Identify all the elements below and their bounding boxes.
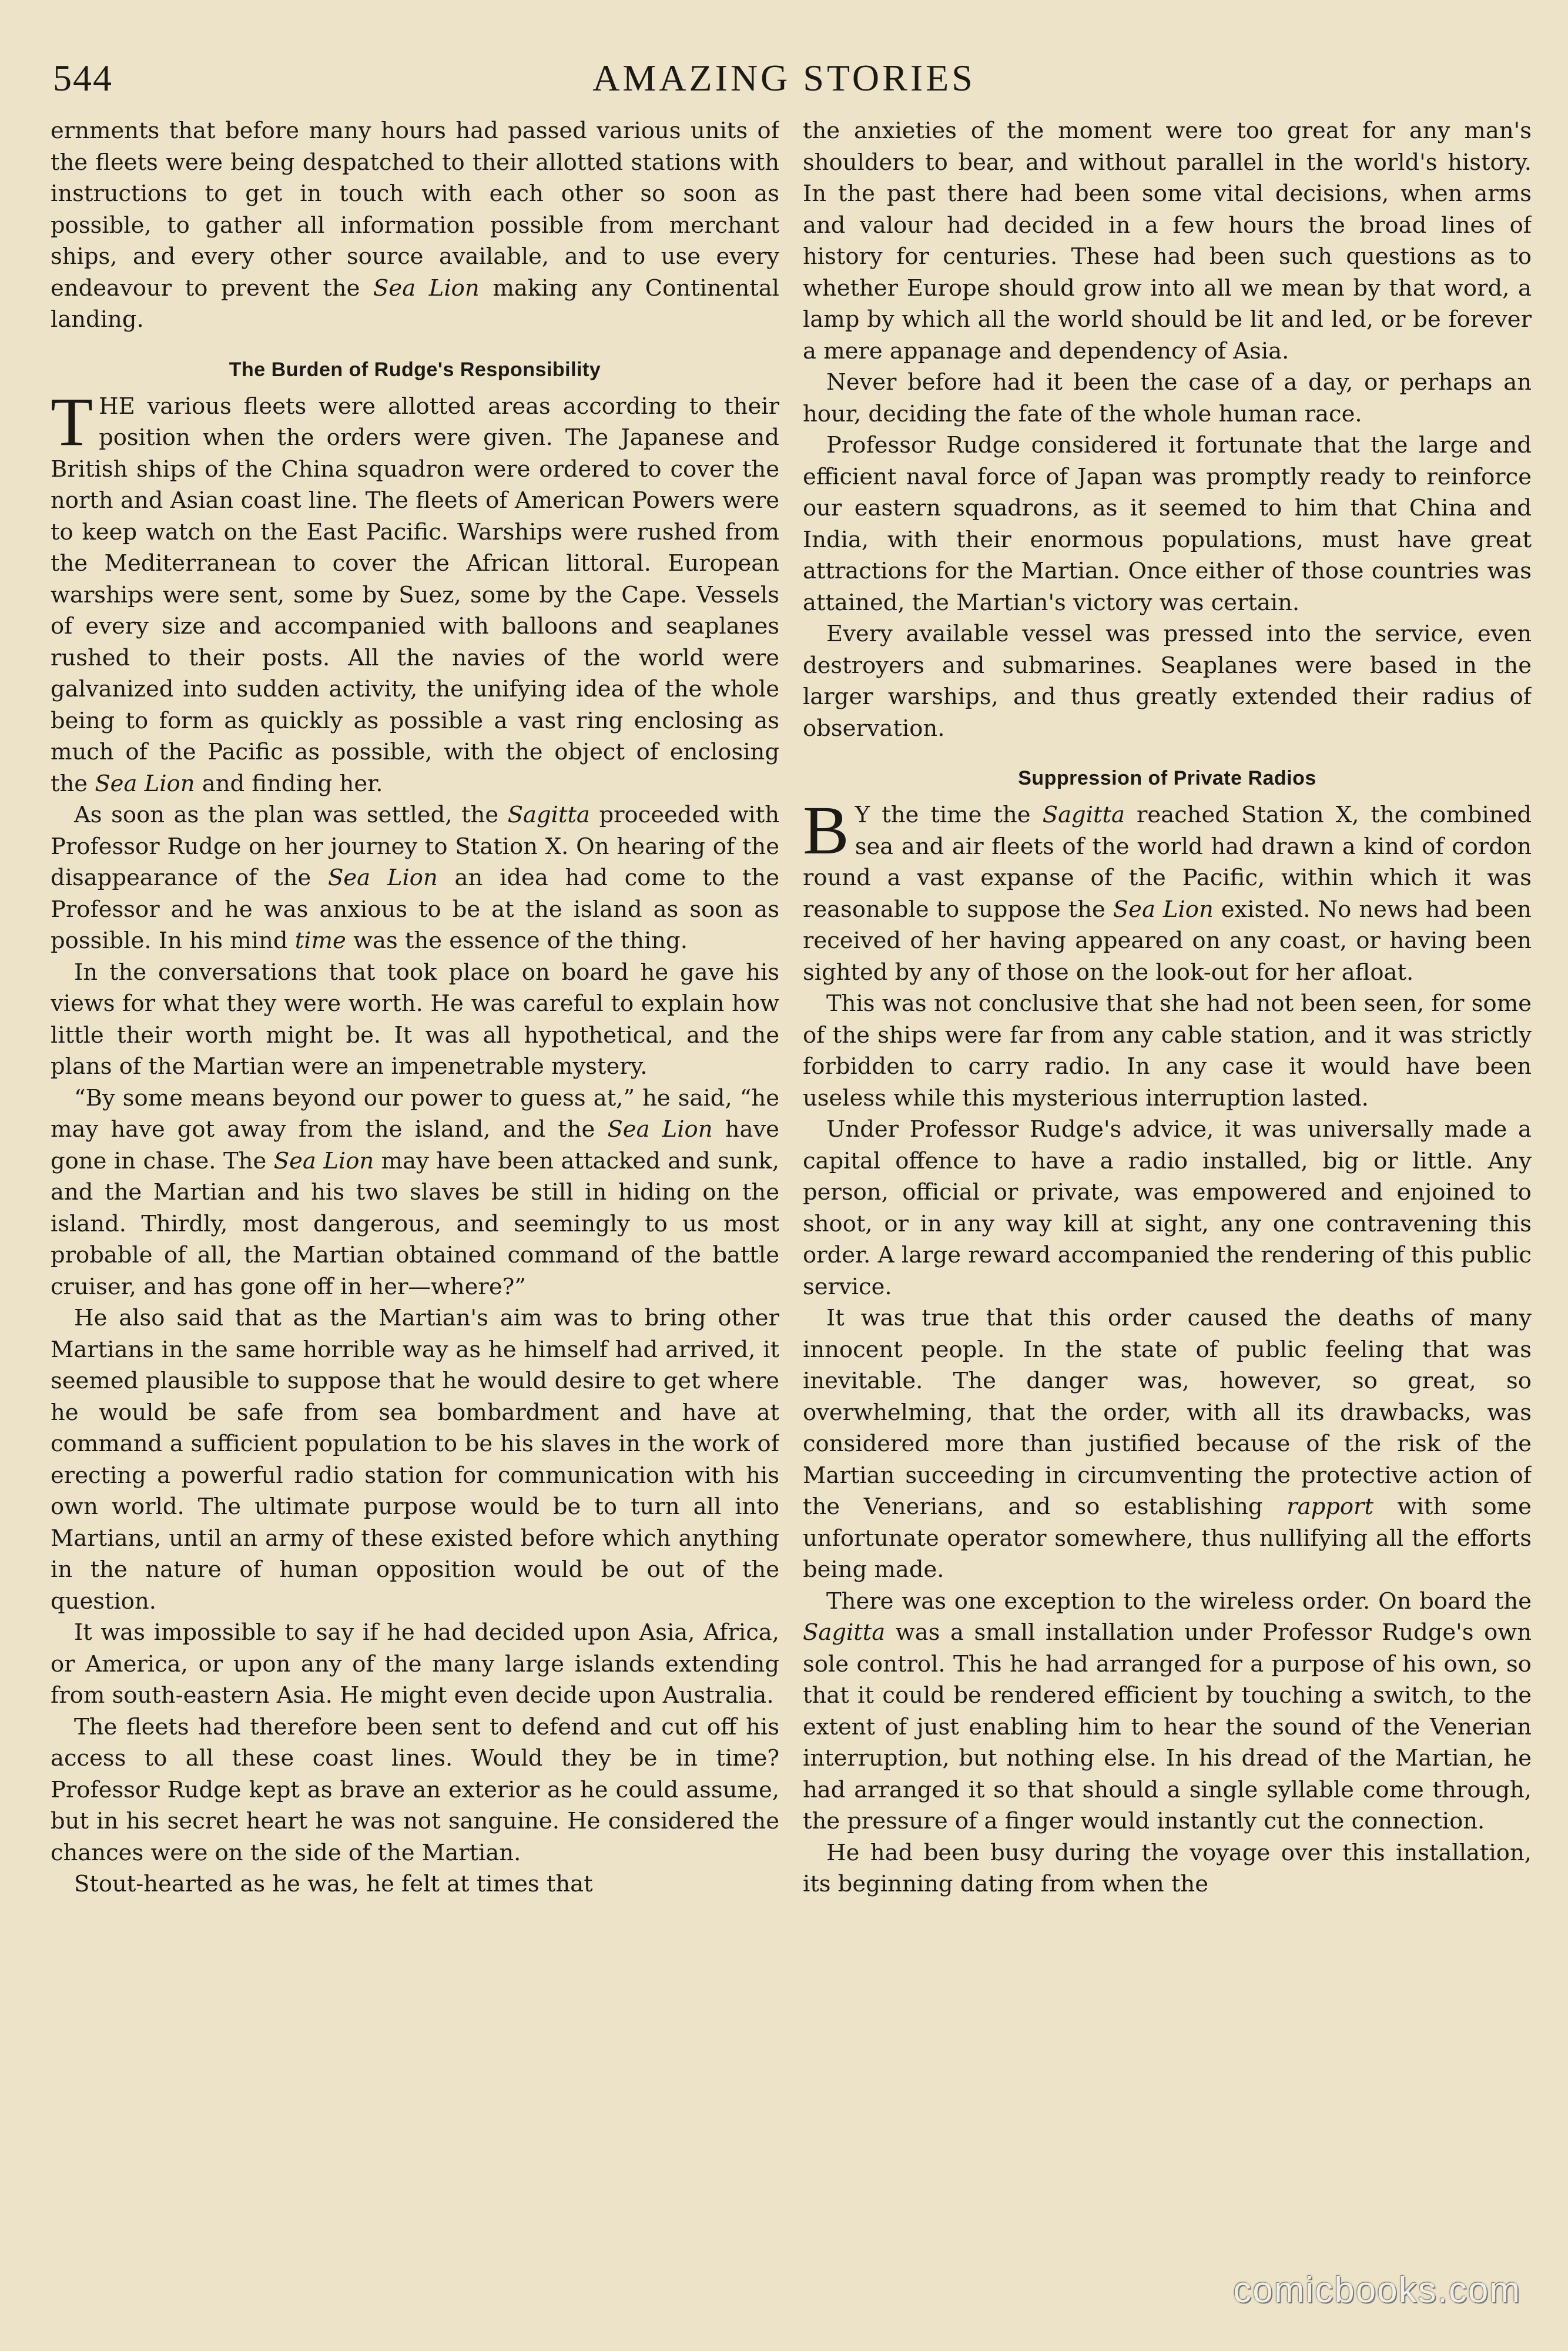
page-number: 544 bbox=[53, 57, 113, 99]
paragraph: It was impossible to say if he had decided upon Asia, Africa, or America, or upon any of the many large islands extending from south-eastern Asia. He might even decide upon Australia. bbox=[51, 1619, 779, 1709]
paragraph: Under Professor Rudge's advice, it was universally made a capital offence to have a radio installed, big or little. Any person, official or private, was empowered and enjoined to shoot, or in any way kill at sight, any one contravening this order. A large reward accompanied the rendering of this public service. bbox=[803, 1116, 1532, 1300]
paragraph: Stout-hearted as he was, he felt at times that bbox=[74, 1871, 593, 1897]
paragraph: Never before had it been the case of a day, or perhaps an hour, deciding the fate of the whole human race. bbox=[803, 369, 1532, 427]
right-column bbox=[803, 115, 1532, 2255]
page-header bbox=[53, 52, 1515, 105]
paragraph: In the conversations that took place on board he gave his views for what they were worth. He was careful to explain how little their worth might be. It was all hypothetical, and the plans of the Martian were an impenetrable mystery. bbox=[51, 959, 779, 1080]
paragraph: It was true that this order caused the deaths of many innocent people. In the state of public feeling that was inevitable. The danger was, however, so great, so overwhelming, that the order, with all its drawbacks, was considered more than justified because of the risk of the Martian succeeding in circumventing the protective action of the Venerians, and so establishing rapport with some unfortunate operator somewhere, thus nullifying all the efforts being made. bbox=[803, 1305, 1532, 1583]
paragraph: As soon as the plan was settled, the Sagitta proceeded with Professor Rudge on her journey to Station X. On hearing of the disappearance of the Sea Lion an idea had come to the Professor and he was anxious to be at the island as soon as possible. In his mind time was the essence of the thing. bbox=[51, 802, 779, 954]
drop-cap: T bbox=[51, 383, 93, 460]
left-column bbox=[51, 115, 779, 2255]
paragraph: This was not conclusive that she had not been seen, for some of the ships were far from any cable station, and it was strictly forbidden to carry radio. In any case it would have been useless while this mysterious interruption lasted. bbox=[803, 990, 1532, 1111]
paragraph: “By some means beyond our power to guess at,” he said, “he may have got away from the island, and the Sea Lion have gone in chase. The Sea Lion may have been attacked and sunk, and the Martian and his two slaves be still in hiding on the island. Thirdly, most dangerous, and seemingly to us most probable of all, the Martian obtained command of the battle cruiser, and has gone off in her—where?” bbox=[51, 1084, 779, 1300]
section-heading: The Burden of Rudge's Responsibility bbox=[229, 358, 601, 381]
paragraph: There was one exception to the wireless order. On board the Sagitta was a small installation under Professor Rudge's own sole control. This he had arranged for a purpose of his own, so that it could be rendered efficient by touching a switch, to the extent of just enabling him to hear the sound of the Venerian interruption, but nothing else. In his dread of the Martian, he had arranged it so that should a single syllable come through, the pressure of a finger would instantly cut the connection. bbox=[803, 1588, 1532, 1834]
paragraph: THE various fleets were allotted areas according to their position when the orders were given. The Japanese and British ships of the China squadron were ordered to cover the north and Asian coast line. The fleets of American Powers were to keep watch on the East Pacific. Warships were rushed from the Mediterranean to cover the African littoral. European warships were sent, some by Suez, some by the Cape. Vessels of every size and accompanied with balloons and seaplanes rushed to their posts. All the navies of the world were galvanized into sudden activity, the unifying idea of the whole being to form as quickly as possible a vast ring enclosing as much of the Pacific as possible, with the object of enclosing the Sea Lion and finding her. bbox=[51, 383, 779, 797]
paragraph: He also said that as the Martian's aim was to bring other Martians in the same horrible way as he himself had arrived, it seemed plausible to suppose that he would desire to get where he would be safe from sea bombardment and have at command a sufficient population to be his slaves in the work of erecting a powerful radio station for communication with his own world. The ultimate purpose would be to turn all into Martians, until an army of these existed before which anything in the nature of human opposition would be out of the question. bbox=[51, 1305, 779, 1615]
paragraph: Every available vessel was pressed into the service, even destroyers and submarines. Seaplanes were based in the larger warships, and thus greatly extended their radius of observation. bbox=[803, 621, 1532, 742]
paragraph: The fleets had therefore been sent to defend and cut off his access to all these coast lines. Would they be in time? Professor Rudge kept as brave an exterior as he could assume, but in his secret heart he was not sanguine. He considered the chances were on the side of the Martian. bbox=[51, 1713, 779, 1866]
paragraph: the anxieties of the moment were too great for any man's shoulders to bear, and without parallel in the world's history. In the past there had been some vital decisions, when arms and valour had decided in a few hours the broad lines of history for centuries. These had been such questions as to whether Europe should grow into all we mean by that word, a lamp by which all the world should be lit and led, or be forever a mere appanage and dependency of Asia. bbox=[803, 118, 1532, 364]
section-heading: Suppression of Private Radios bbox=[1018, 767, 1316, 789]
paragraph: Professor Rudge considered it fortunate that the large and efficient naval force of Japan was promptly ready to reinforce our eastern squadrons, as it seemed to him that China and India, with their enormous populations, must have great attractions for the Martian. Once either of those countries was attained, the Martian's victory was certain. bbox=[803, 432, 1532, 616]
paragraph: ernments that before many hours had passed various units of the fleets were being despatched to their allotted stations with instructions to get in touch with each other so soon as possible, to gather all information possible from merchant ships, and every other source available, and to use every endeavour to prevent the Sea Lion making any Continental landing. bbox=[51, 118, 779, 333]
running-title: AMAZING STORIES bbox=[592, 57, 976, 99]
drop-cap: B bbox=[803, 792, 849, 869]
watermark: comicbooks.com bbox=[1233, 2270, 1521, 2310]
paragraph: He had been busy during the voyage over this installation, its beginning dating from when the bbox=[803, 1839, 1532, 1897]
paragraph: B Y the time the Sagitta reached Station X, the combined sea and air fleets of the world had drawn a kind of cordon round a vast expanse of the Pacific, within which it was reasonable to suppose the Sea Lion existed. No news had been received of her having appeared on any coast, or having been sighted by any of those on the look-out for her afloat. bbox=[803, 792, 1532, 986]
